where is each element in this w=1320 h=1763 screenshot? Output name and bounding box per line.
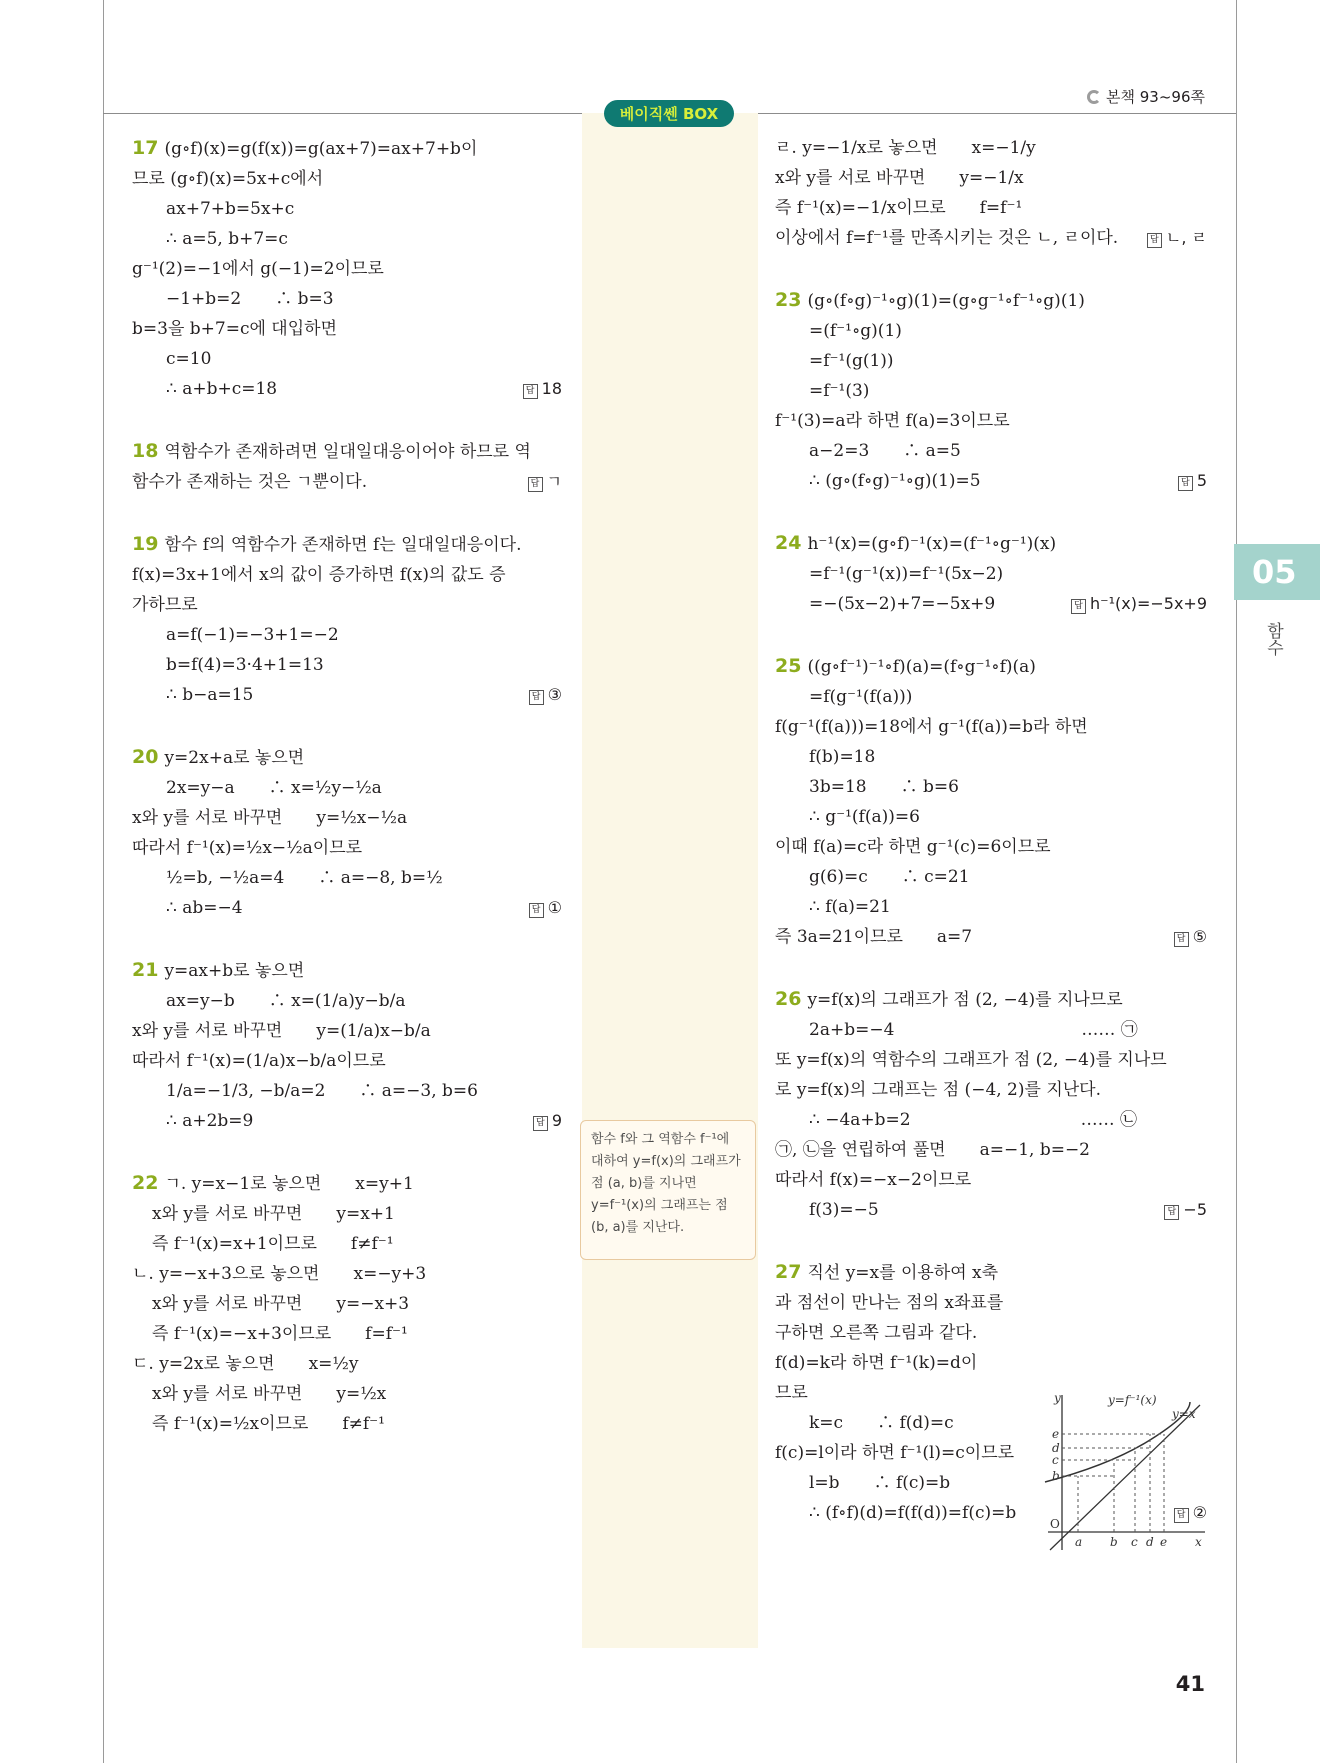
solution-line: a=f(−1)=−3+1=−2	[166, 625, 339, 645]
answer: 답 ㄴ, ㄹ	[1147, 223, 1207, 253]
solution-line: 27 직선 y=x를 이용하여 x축	[775, 1261, 999, 1283]
solution-line: −1+b=2 ∴ b=3	[166, 289, 334, 309]
chapter-label: 함수	[1263, 622, 1283, 656]
answer-mark-icon: 답	[1147, 233, 1162, 248]
solution-line: x와 y를 서로 바꾸면 y=½x	[152, 1384, 387, 1404]
solution-line: 구하면 오른쪽 그림과 같다.	[775, 1323, 978, 1343]
solution-line: ∴ −4a+b=2 …… ㉡	[809, 1110, 1138, 1130]
solution-line: g⁻¹(2)=−1에서 g(−1)=2이므로	[132, 259, 384, 279]
solution-line: a−2=3 ∴ a=5	[809, 441, 961, 461]
solution-line: 또 y=f(x)의 역함수의 그래프가 점 (2, −4)를 지나므	[775, 1050, 1167, 1070]
answer: 답 9	[533, 1106, 562, 1136]
solution-line: 함수가 존재하는 것은 ㄱ뿐이다. 답 ㄱ	[132, 467, 562, 497]
answer-mark-icon: 답	[1164, 1205, 1179, 1220]
solution-line: ㄷ. y=2x로 놓으면 x=½y	[132, 1354, 359, 1374]
answer: 답 18	[523, 374, 562, 404]
chapter-tab: 05	[1234, 544, 1320, 600]
answer: 답 ①	[529, 893, 562, 923]
solution-line: 즉 f⁻¹(x)=−x+3이므로 f=f⁻¹	[152, 1324, 408, 1344]
page-number: 41	[1175, 1672, 1205, 1696]
problem-17	[132, 133, 562, 404]
line-label: y=x	[1172, 1407, 1196, 1421]
answer-mark-icon: 답	[528, 477, 543, 492]
solution-line: 즉 f⁻¹(x)=−1/x이므로 f=f⁻¹	[775, 198, 1023, 218]
problem-number: 25	[775, 655, 802, 677]
x-tick-a: a	[1075, 1535, 1083, 1549]
solution-line: =−(5x−2)+7=−5x+9 답 h⁻¹(x)=−5x+9	[775, 589, 1207, 619]
solution-line: ㉠, ㉡을 연립하여 풀면 a=−1, b=−2	[775, 1140, 1091, 1160]
problem-21	[132, 955, 562, 1136]
solution-line: 따라서 f⁻¹(x)=½x−½a이므로	[132, 838, 363, 858]
solution-line: 과 점선이 만나는 점의 x좌표를	[775, 1293, 1004, 1313]
solution-line: ∴ f(a)=21	[809, 897, 891, 917]
solution-line: x와 y를 서로 바꾸면 y=½x−½a	[132, 808, 408, 828]
x-tick-c: c	[1131, 1535, 1138, 1549]
curve-label: y=f⁻¹(x)	[1108, 1393, 1157, 1407]
problem-20	[132, 742, 562, 923]
x-tick-d: d	[1146, 1535, 1154, 1549]
problem-number: 26	[775, 988, 802, 1010]
solution-line: 므로 (g∘f)(x)=5x+c에서	[132, 169, 324, 189]
solution-line: 22 ㄱ. y=x−1로 놓으면 x=y+1	[132, 1172, 414, 1194]
solution-line: 17 (g∘f)(x)=g(f(x))=g(ax+7)=ax+7+b이	[132, 137, 478, 159]
x-tick-e: e	[1160, 1535, 1168, 1549]
solution-line: 따라서 f⁻¹(x)=(1/a)x−b/a이므로	[132, 1051, 386, 1071]
solution-line: 즉 f⁻¹(x)=½x이므로 f≠f⁻¹	[152, 1414, 385, 1434]
y-tick-c: c	[1052, 1453, 1059, 1467]
solution-line: ∴ a+2b=9 답 9	[132, 1106, 562, 1136]
guide-lines	[1062, 1434, 1164, 1532]
solution-line: ax+7+b=5x+c	[166, 199, 295, 219]
solution-line: 즉 f⁻¹(x)=x+1이므로 f≠f⁻¹	[152, 1234, 394, 1254]
solution-line: ∴ a+b+c=18 답 18	[132, 374, 562, 404]
solution-line: 따라서 f(x)=−x−2이므로	[775, 1170, 972, 1190]
problem-number: 24	[775, 532, 802, 554]
solution-line: 즉 3a=21이므로 a=7 답 ⑤	[775, 922, 1207, 952]
problem-number: 27	[775, 1261, 802, 1283]
answer-mark-icon: 답	[1174, 1508, 1189, 1523]
answer-mark-icon: 답	[529, 903, 544, 918]
solution-line: x와 y를 서로 바꾸면 y=x+1	[152, 1204, 395, 1224]
solution-line: 26 y=f(x)의 그래프가 점 (2, −4)를 지나므로	[775, 988, 1123, 1010]
solution-line: =f⁻¹(3)	[809, 381, 870, 401]
right-column	[775, 133, 1207, 1560]
solution-line: f(3)=−5 답 −5	[775, 1195, 1207, 1225]
problem-19	[132, 529, 562, 710]
problem-right-cont	[775, 133, 1207, 253]
answer: 답 ⑤	[1174, 922, 1207, 952]
solution-line: =(f⁻¹∘g)(1)	[809, 321, 902, 341]
solution-line: 20 y=2x+a로 놓으면	[132, 746, 305, 768]
solution-line: f(d)=k라 하면 f⁻¹(k)=d이	[775, 1353, 978, 1373]
right-margin-line	[1236, 0, 1237, 1763]
answer-mark-icon: 답	[529, 690, 544, 705]
answer: 답 ②	[1174, 1498, 1207, 1528]
answer: 답 5	[1178, 466, 1207, 496]
solution-line: c=10	[166, 349, 212, 369]
y-tick-b: b	[1052, 1469, 1060, 1483]
solution-line: ∴ g⁻¹(f(a))=6	[809, 807, 920, 827]
solution-line: 3b=18 ∴ b=6	[809, 777, 959, 797]
solution-line: f(g⁻¹(f(a)))=18에서 g⁻¹(f(a))=b라 하면	[775, 717, 1088, 737]
solution-line: 21 y=ax+b로 놓으면	[132, 959, 305, 981]
answer-mark-icon: 답	[1178, 476, 1193, 491]
x-axis-label: x	[1195, 1535, 1202, 1549]
problem-18	[132, 436, 562, 497]
problem-number: 18	[132, 440, 159, 462]
solution-line: 로 y=f(x)의 그래프는 점 (−4, 2)를 지난다.	[775, 1080, 1102, 1100]
reference-icon	[1087, 90, 1101, 104]
problem-number: 23	[775, 289, 802, 311]
y-axis-label: y	[1054, 1391, 1061, 1405]
answer: 답 ㄱ	[528, 467, 562, 497]
problem-26	[775, 984, 1207, 1225]
solution-line: =f⁻¹(g(1))	[809, 351, 894, 371]
side-note: 함수 f와 그 역함수 f⁻¹에 대하여 y=f(x)의 그래프가 점 (a, b)를 지나면 y=f⁻¹(x)의 그래프는 점 (b, a)를 지난다.	[580, 1120, 756, 1260]
solution-line: 2x=y−a ∴ x=½y−½a	[166, 778, 382, 798]
solution-line: x와 y를 서로 바꾸면 y=−x+3	[152, 1294, 410, 1314]
solution-line: ∴ (g∘(f∘g)⁻¹∘g)(1)=5 답 5	[775, 466, 1207, 496]
problem-25	[775, 651, 1207, 952]
solution-line: 18 역함수가 존재하려면 일대일대응이어야 하므로 역	[132, 440, 531, 462]
solution-line: f(b)=18	[809, 747, 876, 767]
y-tick-d: d	[1052, 1441, 1060, 1455]
solution-line: f(c)=l이라 하면 f⁻¹(l)=c이므로	[775, 1443, 1015, 1463]
solution-line: ½=b, −½a=4 ∴ a=−8, b=½	[166, 868, 443, 888]
y-tick-e: e	[1052, 1427, 1060, 1441]
solution-line: ∴ a=5, b+7=c	[166, 229, 288, 249]
solution-line: 이상에서 f=f⁻¹를 만족시키는 것은 ㄴ, ㄹ이다. 답 ㄴ, ㄹ	[775, 223, 1207, 253]
answer: 답 −5	[1164, 1195, 1207, 1225]
solution-line: 24 h⁻¹(x)=(g∘f)⁻¹(x)=(f⁻¹∘g⁻¹)(x)	[775, 532, 1057, 554]
solution-line: 이때 f(a)=c라 하면 g⁻¹(c)=6이므로	[775, 837, 1051, 857]
side-note-column	[582, 113, 758, 1648]
inverse-function-graph	[1040, 1390, 1210, 1555]
answer: 답 ③	[529, 680, 562, 710]
solution-line: ∴ b−a=15 답 ③	[132, 680, 562, 710]
solution-line: ㄹ. y=−1/x로 놓으면 x=−1/y	[775, 138, 1036, 158]
solution-line: ∴ ab=−4 답 ①	[132, 893, 562, 923]
solution-line: =f(g⁻¹(f(a)))	[809, 687, 913, 707]
solution-line: x와 y를 서로 바꾸면 y=(1/a)x−b/a	[132, 1021, 431, 1041]
problem-number: 20	[132, 746, 159, 768]
problem-number: 21	[132, 959, 159, 981]
page-reference: 본책 93~96쪽	[1087, 86, 1205, 107]
problem-23	[775, 285, 1207, 496]
problem-number: 22	[132, 1172, 159, 1194]
left-margin-line	[103, 0, 104, 1763]
solution-line: ㄴ. y=−x+3으로 놓으면 x=−y+3	[132, 1264, 427, 1284]
solution-line: 19 함수 f의 역함수가 존재하면 f는 일대일대응이다.	[132, 533, 522, 555]
problem-number: 19	[132, 533, 159, 555]
problem-number: 17	[132, 137, 159, 159]
section-badge: 베이직쎈 BOX	[604, 100, 734, 127]
solution-line: ∴ (f∘f)(d)=f(f(d))=f(c)=b 답 ②	[775, 1498, 1207, 1528]
line-y-equals-x	[1050, 1405, 1200, 1550]
left-column	[132, 133, 562, 1471]
solution-line: x와 y를 서로 바꾸면 y=−1/x	[775, 168, 1024, 188]
inverse-curve	[1045, 1402, 1190, 1482]
problem-22	[132, 1168, 562, 1439]
solution-line: =f⁻¹(g⁻¹(x))=f⁻¹(5x−2)	[809, 564, 1004, 584]
solution-line: k=c ∴ f(d)=c	[809, 1413, 954, 1433]
solution-line: 므로	[775, 1383, 808, 1403]
solution-line: 1/a=−1/3, −b/a=2 ∴ a=−3, b=6	[166, 1081, 478, 1101]
origin-label: O	[1050, 1517, 1060, 1531]
answer-mark-icon: 답	[1174, 932, 1189, 947]
answer-mark-icon: 답	[523, 384, 538, 399]
solution-line: b=f(4)=3·4+1=13	[166, 655, 324, 675]
answer-mark-icon: 답	[533, 1116, 548, 1131]
x-tick-b: b	[1110, 1535, 1118, 1549]
solution-line: ax=y−b ∴ x=(1/a)y−b/a	[166, 991, 406, 1011]
solution-line: g(6)=c ∴ c=21	[809, 867, 970, 887]
solution-line: l=b ∴ f(c)=b	[809, 1473, 951, 1493]
answer: 답 h⁻¹(x)=−5x+9	[1071, 589, 1207, 619]
solution-line: f⁻¹(3)=a라 하면 f(a)=3이므로	[775, 411, 1010, 431]
problem-24	[775, 528, 1207, 619]
solution-line: 가하므로	[132, 595, 198, 615]
solution-line: 25 ((g∘f⁻¹)⁻¹∘f)(a)=(f∘g⁻¹∘f)(a)	[775, 655, 1036, 677]
solution-line: f(x)=3x+1에서 x의 값이 증가하면 f(x)의 값도 증	[132, 565, 506, 585]
solution-line: 2a+b=−4 …… ㉠	[809, 1020, 1138, 1040]
answer-mark-icon: 답	[1071, 599, 1086, 614]
solution-line: b=3을 b+7=c에 대입하면	[132, 319, 337, 339]
solution-line: 23 (g∘(f∘g)⁻¹∘g)(1)=(g∘g⁻¹∘f⁻¹∘g)(1)	[775, 289, 1085, 311]
